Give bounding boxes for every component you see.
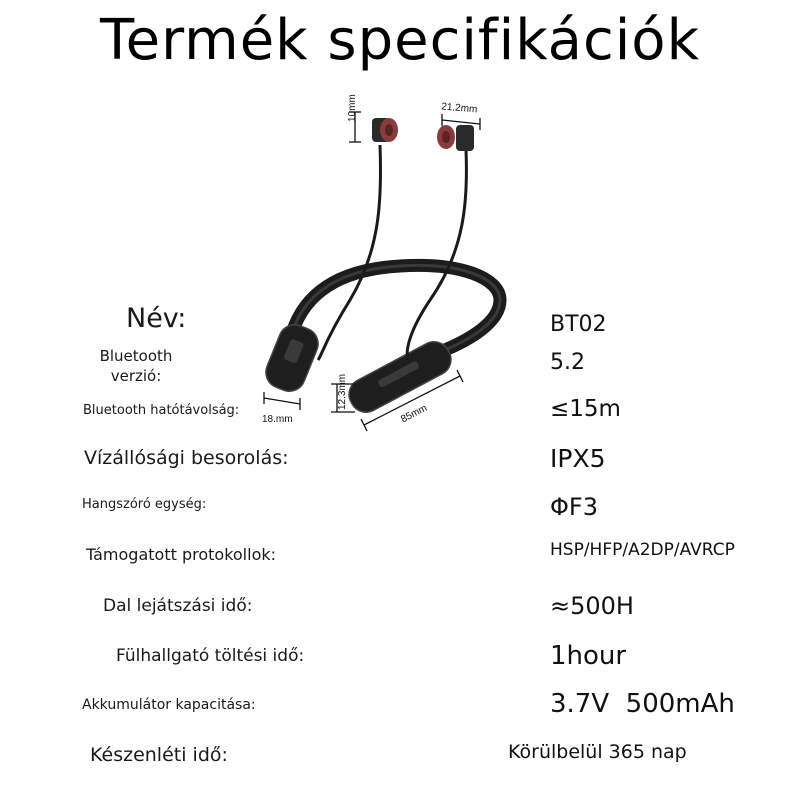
svg-text:21.2mm: 21.2mm: [440, 101, 478, 116]
spec-label-protocols: Támogatott protokollok:: [86, 545, 277, 564]
dimension-earbud-height: [347, 94, 361, 142]
spec-value-playback-time: ≈500H: [550, 592, 634, 620]
svg-text:12.3mm: 12.3mm: [337, 373, 348, 410]
spec-label-bluetooth-version: [94, 346, 178, 386]
spec-label-bluetooth-version-line2: verzió:: [110, 367, 162, 385]
spec-label-speaker-unit: Hangszóró egység:: [82, 497, 207, 512]
spec-label-bluetooth-version-line1: Bluetooth: [99, 347, 173, 365]
spec-value-battery-capacity: 3.7V 500mAh: [550, 689, 735, 719]
spec-value-name: BT02: [550, 312, 607, 337]
spec-label-standby-time: Készenléti idő:: [90, 744, 228, 766]
spec-label-bluetooth-range: Bluetooth hatótávolság:: [83, 403, 240, 418]
svg-text:10mm: 10mm: [347, 94, 358, 122]
spec-value-protocols: HSP/HFP/A2DP/AVRCP: [550, 540, 735, 560]
spec-label-battery-capacity: Akkumulátor kapacitása:: [82, 697, 256, 713]
page-title: Termék specifikációk: [99, 8, 700, 73]
svg-text:85mm: 85mm: [399, 402, 430, 426]
spec-value-bluetooth-version: 5.2: [550, 350, 585, 375]
spec-label-playback-time: Dal lejátszási idő:: [103, 596, 253, 616]
spec-value-charging-time: 1hour: [550, 641, 627, 671]
dimension-module-width: [262, 392, 300, 425]
spec-label-water-resistance: Vízállósági besorolás:: [84, 447, 289, 469]
spec-value-bluetooth-range: ≤15m: [550, 396, 621, 422]
spec-value-standby-time: Körülbelül 365 nap: [508, 741, 687, 763]
spec-value-water-resistance: IPX5: [550, 444, 606, 473]
svg-text:18.mm: 18.mm: [262, 414, 293, 425]
spec-label-name: Név:: [126, 303, 187, 334]
spec-value-speaker-unit: ΦF3: [550, 493, 598, 521]
spec-label-charging-time: Fülhallgató töltési idő:: [116, 646, 305, 666]
